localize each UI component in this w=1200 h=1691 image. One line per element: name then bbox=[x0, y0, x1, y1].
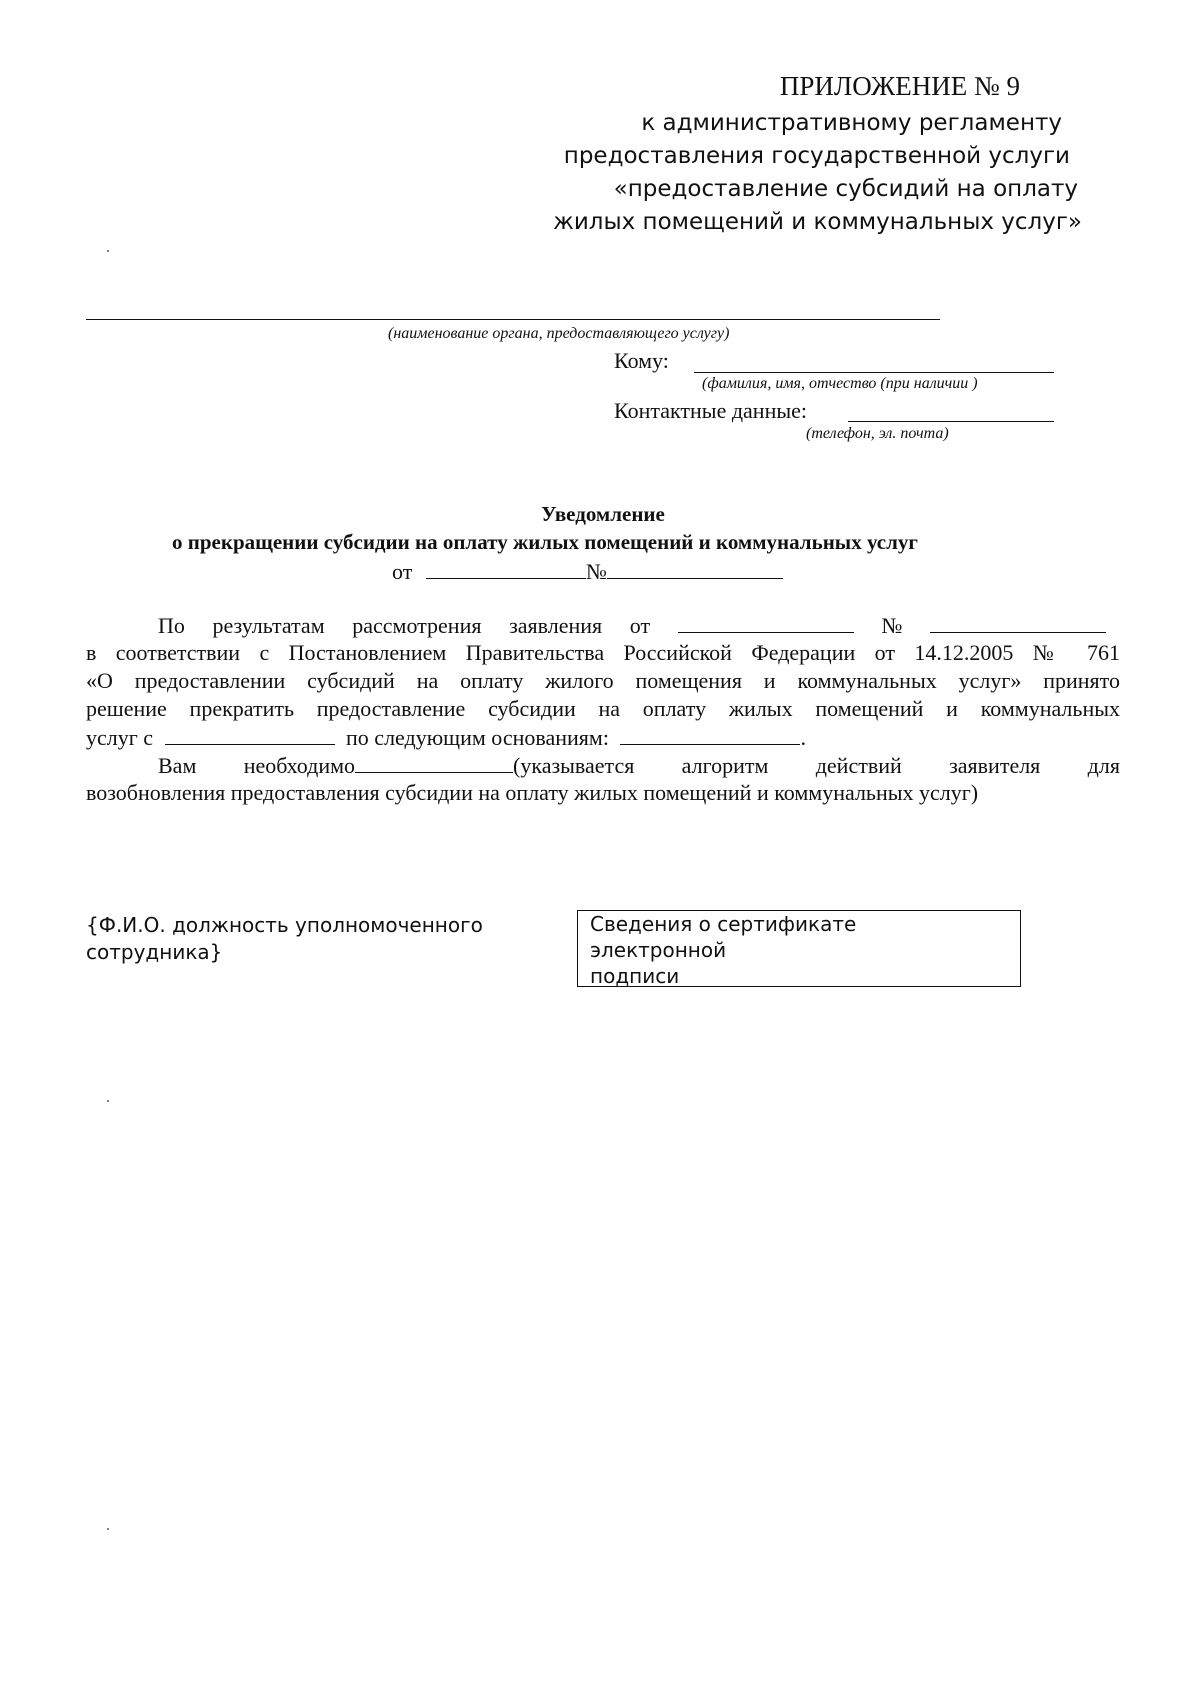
from-label: от bbox=[392, 559, 413, 584]
annex-line-4: жилых помещений и коммунальных услуг» bbox=[553, 209, 1082, 235]
line5-start: услуг с bbox=[86, 725, 154, 750]
annex-title: ПРИЛОЖЕНИЕ № 9 bbox=[779, 71, 1020, 101]
stop-date-blank bbox=[165, 724, 335, 745]
date-blank bbox=[426, 558, 586, 579]
paragraph-1-line-1 bbox=[158, 612, 1106, 639]
number-sign: № bbox=[585, 559, 607, 584]
p2-word: Вам bbox=[158, 753, 197, 778]
annex-line-1: к административному регламенту bbox=[641, 110, 1062, 136]
p2-word: необходимо bbox=[243, 753, 356, 778]
notice-title: Уведомление bbox=[541, 502, 665, 526]
paragraph-2-line-2: возобновления предоставления субсидии на оплату жилых помещений и коммунальных услуг) bbox=[86, 780, 979, 805]
p2-word: для bbox=[1087, 753, 1120, 778]
application-number-blank bbox=[930, 612, 1106, 633]
signer-line-1: {Ф.И.О. должность уполномоченного bbox=[86, 913, 483, 937]
annex-line-3: «предоставление субсидий на оплату bbox=[613, 176, 1078, 202]
org-name-line bbox=[86, 319, 940, 320]
org-caption: (наименование органа, предоставляющего услугу) bbox=[388, 325, 730, 342]
paragraph-2-line-1 bbox=[158, 752, 1120, 779]
p1-number-sign: № bbox=[881, 613, 903, 638]
notice-subtitle: о прекращении субсидии на оплату жилых помещений и коммунальных услуг bbox=[172, 530, 918, 554]
p1-word: По bbox=[158, 613, 185, 638]
action-blank bbox=[355, 752, 513, 773]
line5-end: . bbox=[800, 725, 806, 750]
p2-word: алгоритм bbox=[681, 753, 769, 778]
reasons-blank bbox=[620, 724, 800, 745]
notice-date-row bbox=[392, 558, 783, 585]
cert-line-1: Сведения о сертификате bbox=[590, 912, 857, 936]
contacts-caption: (телефон, эл. почта) bbox=[806, 425, 949, 442]
to-caption: (фамилия, имя, отчество (при наличии ) bbox=[702, 375, 978, 392]
cert-line-2: электронной bbox=[590, 938, 727, 962]
cert-line-3: подписи bbox=[590, 964, 680, 988]
number-blank bbox=[607, 558, 783, 579]
p1-word: заявления bbox=[509, 613, 603, 638]
scan-speck bbox=[107, 1100, 109, 1102]
application-date-blank bbox=[678, 612, 854, 633]
p1-word: от bbox=[629, 613, 651, 638]
p2-necessary bbox=[244, 752, 635, 779]
body-line-2: в соответствии с Постановлением Правительства Российской Федерации от 14.12.2005 № 761 bbox=[86, 640, 1120, 665]
scan-speck bbox=[107, 1528, 109, 1530]
body-line-4: решение прекратить предоставление субсидии на оплату жилых помещений и коммунальных bbox=[86, 696, 1120, 721]
paragraph-1-line-5 bbox=[86, 724, 806, 751]
annex-line-2: предоставления государственной услуги bbox=[563, 143, 1070, 169]
p2-word: действий bbox=[815, 753, 902, 778]
p2-word: заявителя bbox=[949, 753, 1041, 778]
paragraph-1-line-3 bbox=[86, 668, 1120, 694]
to-line bbox=[694, 372, 1054, 373]
scan-speck bbox=[107, 250, 109, 252]
to-label: Кому: bbox=[614, 348, 669, 373]
p1-word: результатам bbox=[212, 613, 325, 638]
contacts-line bbox=[848, 421, 1054, 422]
body-line-3: «О предоставлении субсидий на оплату жилого помещения и коммунальных услуг» принято bbox=[86, 668, 1120, 693]
paragraph-1-line-2 bbox=[86, 640, 1120, 666]
p1-word: рассмотрения bbox=[352, 613, 482, 638]
signer-line-2: сотрудника} bbox=[86, 940, 223, 964]
paragraph-1-line-4 bbox=[86, 696, 1120, 722]
p2-word: (указывается bbox=[513, 753, 635, 778]
line5-mid: по следующим основаниям: bbox=[346, 725, 609, 750]
e-signature-certificate-box bbox=[577, 910, 1021, 987]
contacts-label: Контактные данные: bbox=[614, 398, 807, 423]
